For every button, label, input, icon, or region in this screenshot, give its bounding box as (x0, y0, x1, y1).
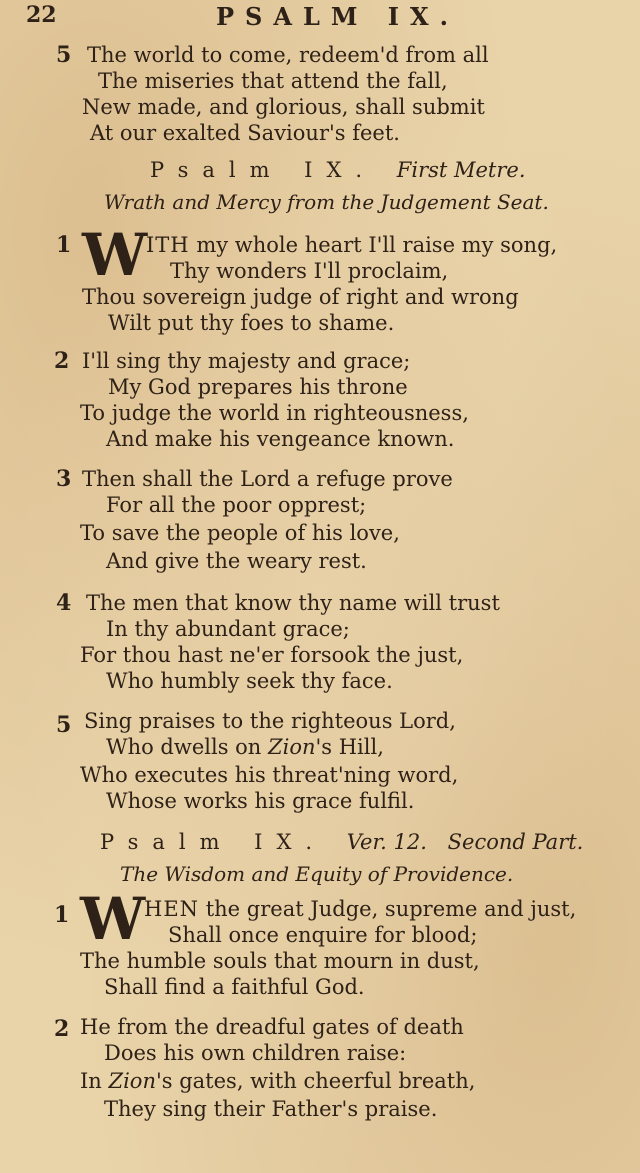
stanza-number: 2 (54, 1016, 70, 1042)
verse-text: 's gates, with cheerful breath, (155, 1069, 476, 1093)
verse-line: In thy abundant grace; (106, 617, 350, 641)
stanza-number: 5 (56, 42, 72, 68)
verse-text: the great Judge, supreme and just, (205, 897, 577, 921)
drop-cap: W (80, 885, 146, 953)
verse-line: Sing praises to the righteous Lord, (84, 709, 456, 733)
drop-cap: W (82, 221, 148, 289)
stanza-number: 4 (56, 590, 72, 616)
psalm-title-1 (150, 158, 526, 182)
verse-line: At our exalted Saviour's feet. (90, 121, 400, 145)
verse-line: To judge the world in righteousness, (80, 401, 469, 425)
small-caps-word: ITH (146, 233, 190, 257)
psalm-heading: Psalm IX. (150, 158, 377, 182)
verse-text: In (80, 1069, 109, 1093)
verse-line: Shall once enquire for blood; (168, 923, 478, 947)
verse-line (106, 734, 384, 760)
verse-line: Does his own children raise: (104, 1041, 407, 1065)
verse-line: Thou sovereign judge of right and wrong (82, 285, 519, 309)
verse-line: I'll sing thy majesty and grace; (82, 349, 411, 373)
verse-line (146, 232, 557, 258)
verse-line: The miseries that attend the fall, (98, 69, 448, 93)
verse-line: Shall find a faithful God. (104, 975, 365, 999)
verse-ref: Ver. 12. (346, 830, 427, 854)
verse-text: my whole heart I'll raise my song, (196, 233, 558, 257)
psalm-heading: Psalm IX. (100, 830, 327, 854)
page-number: 22 (26, 2, 57, 28)
verse-line: The humble souls that mourn in dust, (80, 949, 480, 973)
verse-line: Then shall the Lord a refuge prove (82, 467, 453, 491)
verse-line: Wilt put thy foes to shame. (108, 311, 395, 335)
verse-line: New made, and glorious, shall submit (82, 95, 485, 119)
stanza-number: 1 (54, 902, 70, 928)
verse-line: The men that know thy name will trust (86, 591, 500, 615)
verse-line: For thou hast ne'er forsook the just, (80, 643, 464, 667)
verse-line: He from the dreadful gates of death (80, 1015, 464, 1039)
part-label: Second Part. (447, 830, 584, 854)
stanza-number: 3 (56, 466, 72, 492)
small-caps-word: HEN (144, 897, 200, 921)
verse-line: The world to come, redeem'd from all (87, 43, 489, 67)
verse-line: Thy wonders I'll proclaim, (170, 259, 449, 283)
verse-text: 's Hill, (315, 735, 384, 759)
italic-word: Zion (108, 1069, 156, 1093)
verse-line: To save the people of his love, (80, 521, 400, 545)
verse-text: Who dwells on (106, 735, 269, 759)
verse-line: My God prepares his throne (108, 375, 408, 399)
stanza-number: 5 (56, 712, 72, 738)
stanza-number: 2 (54, 348, 70, 374)
verse-line (80, 1068, 475, 1094)
verse-line: And make his vengeance known. (106, 427, 455, 451)
verse-line: For all the poor opprest; (106, 493, 367, 517)
psalm-subtitle-2: The Wisdom and Equity of Providence. (120, 862, 514, 886)
verse-line (144, 896, 576, 922)
verse-line: Who humbly seek thy face. (106, 669, 393, 693)
verse-line: Who executes his threat'ning word, (80, 763, 459, 787)
verse-line: Whose works his grace fulfil. (106, 789, 415, 813)
italic-word: Zion (268, 735, 316, 759)
psalm-title-2 (100, 830, 583, 854)
verse-line: They sing their Father's praise. (104, 1097, 438, 1121)
metre-label: First Metre. (396, 158, 526, 182)
stanza-number: 1 (56, 232, 72, 258)
page-header (26, 2, 606, 34)
running-title: PSALM IX. (216, 2, 459, 31)
psalm-subtitle-1: Wrath and Mercy from the Judgement Seat. (104, 190, 549, 214)
verse-line: And give the weary rest. (106, 549, 367, 573)
